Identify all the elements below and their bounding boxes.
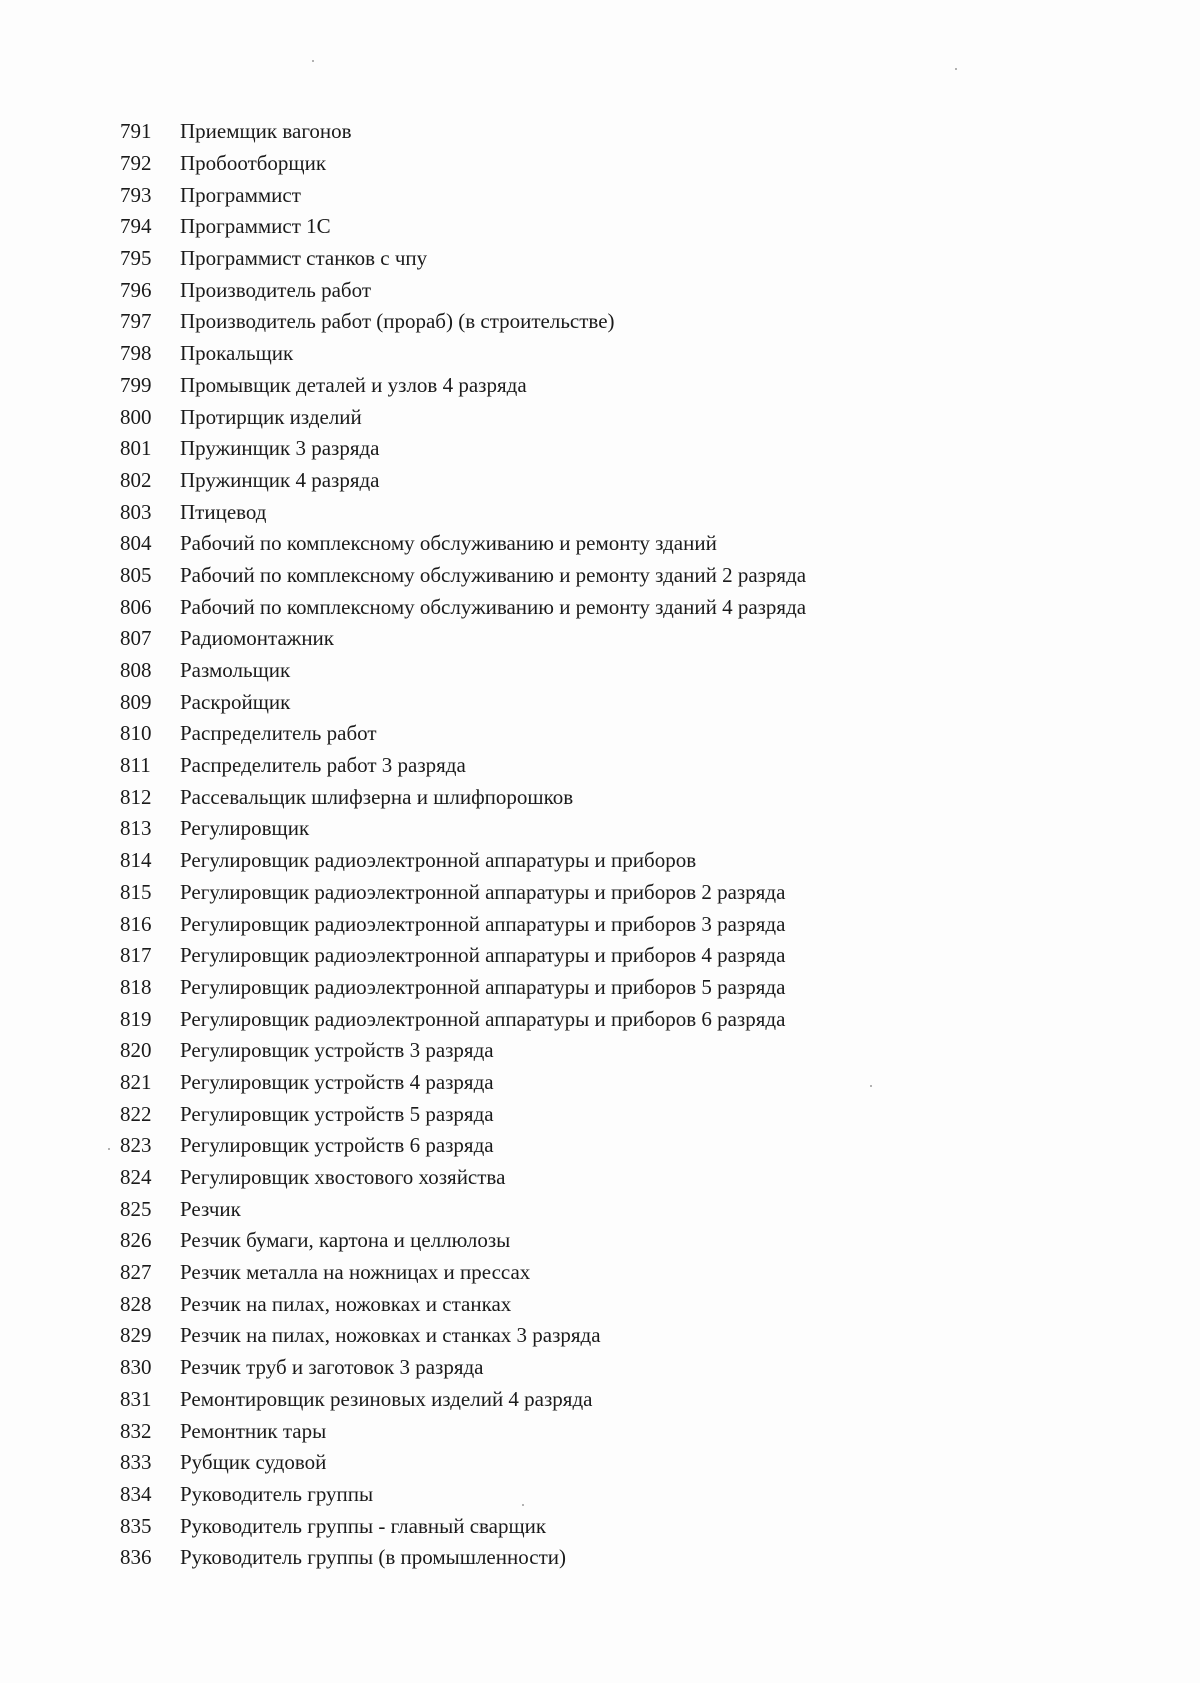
list-item <box>120 1067 806 1099</box>
item-number: 824 <box>120 1165 152 1190</box>
item-title: Программист станков с чпу <box>180 246 428 271</box>
item-number: 835 <box>120 1513 152 1538</box>
list-item <box>120 1162 806 1194</box>
item-number: 827 <box>120 1260 152 1285</box>
item-title: Радиомонтажник <box>180 626 334 651</box>
item-title: Резчик металла на ножницах и прессах <box>180 1260 531 1285</box>
item-title: Регулировщик устройств 3 разряда <box>180 1038 494 1063</box>
item-title: Производитель работ (прораб) (в строительстве) <box>180 309 615 334</box>
list-item <box>120 496 806 528</box>
list-item <box>120 718 806 750</box>
list-item <box>120 940 806 972</box>
item-number: 807 <box>120 626 152 651</box>
list-item <box>120 750 806 782</box>
item-title: Раскройщик <box>180 689 291 714</box>
item-number: 818 <box>120 974 152 999</box>
list-item <box>120 148 806 180</box>
scan-speck <box>312 60 314 62</box>
item-title: Регулировщик устройств 4 разряда <box>180 1069 494 1094</box>
item-number: 826 <box>120 1228 152 1253</box>
item-title: Рабочий по комплексному обслуживанию и ремонту зданий 2 разряда <box>180 562 807 587</box>
item-title: Пружинщик 3 разряда <box>180 436 380 461</box>
item-title: Рубщик судовой <box>180 1450 327 1475</box>
item-title: Резчик <box>180 1196 241 1221</box>
item-number: 833 <box>120 1450 152 1475</box>
list-item <box>120 1415 806 1447</box>
item-title: Резчик на пилах, ножовках и станках <box>180 1291 512 1316</box>
list-item <box>120 1035 806 1067</box>
item-title: Регулировщик радиоэлектронной аппаратуры и приборов 4 разряда <box>180 943 786 968</box>
list-item <box>120 560 806 592</box>
item-number: 814 <box>120 848 152 873</box>
list-item <box>120 465 806 497</box>
list-item <box>120 877 806 909</box>
item-number: 830 <box>120 1355 152 1380</box>
item-title: Производитель работ <box>180 277 371 302</box>
list-item <box>120 274 806 306</box>
list-item <box>120 179 806 211</box>
item-number: 812 <box>120 784 152 809</box>
list-item <box>120 116 806 148</box>
list-item <box>120 528 806 560</box>
item-number: 813 <box>120 816 152 841</box>
item-title: Руководитель группы - главный сварщик <box>180 1513 547 1538</box>
item-title: Промывщик деталей и узлов 4 разряда <box>180 372 527 397</box>
item-title: Регулировщик радиоэлектронной аппаратуры и приборов <box>180 848 697 873</box>
item-title: Пружинщик 4 разряда <box>180 467 380 492</box>
item-number: 811 <box>120 753 151 778</box>
item-number: 796 <box>120 277 152 302</box>
list-item <box>120 1510 806 1542</box>
item-number: 803 <box>120 499 152 524</box>
item-number: 829 <box>120 1323 152 1348</box>
item-title: Размольщик <box>180 658 291 683</box>
list-item <box>120 243 806 275</box>
item-title: Регулировщик устройств 6 разряда <box>180 1133 494 1158</box>
item-title: Протирщик изделий <box>180 404 362 429</box>
item-number: 832 <box>120 1418 152 1443</box>
list-item <box>120 1257 806 1289</box>
item-number: 805 <box>120 562 152 587</box>
item-number: 822 <box>120 1101 152 1126</box>
item-title: Прокальщик <box>180 341 294 366</box>
item-number: 834 <box>120 1481 152 1506</box>
item-number: 809 <box>120 689 152 714</box>
item-number: 806 <box>120 594 152 619</box>
item-title: Регулировщик радиоэлектронной аппаратуры и приборов 6 разряда <box>180 1006 786 1031</box>
item-number: 823 <box>120 1133 152 1158</box>
list-item <box>120 686 806 718</box>
list-item <box>120 655 806 687</box>
list-item <box>120 1288 806 1320</box>
list-item <box>120 1352 806 1384</box>
list-item <box>120 591 806 623</box>
item-title: Рабочий по комплексному обслуживанию и ремонту зданий <box>180 531 717 556</box>
list-item <box>120 306 806 338</box>
list-item <box>120 1130 806 1162</box>
list-item <box>120 1479 806 1511</box>
item-number: 791 <box>120 119 152 144</box>
list-item <box>120 813 806 845</box>
item-number: 801 <box>120 436 152 461</box>
list-item <box>120 1225 806 1257</box>
list-item <box>120 433 806 465</box>
occupation-list <box>120 116 806 1574</box>
item-number: 820 <box>120 1038 152 1063</box>
item-number: 792 <box>120 151 152 176</box>
item-number: 793 <box>120 182 152 207</box>
item-number: 808 <box>120 658 152 683</box>
list-item <box>120 1447 806 1479</box>
item-number: 816 <box>120 911 152 936</box>
item-number: 831 <box>120 1386 152 1411</box>
list-item <box>120 1193 806 1225</box>
item-title: Пробоотборщик <box>180 151 327 176</box>
scan-speck <box>870 1085 872 1087</box>
list-item <box>120 338 806 370</box>
item-title: Распределитель работ <box>180 721 377 746</box>
item-number: 819 <box>120 1006 152 1031</box>
list-item <box>120 845 806 877</box>
item-title: Программист 1С <box>180 214 331 239</box>
item-title: Ремонтировщик резиновых изделий 4 разряда <box>180 1386 593 1411</box>
item-title: Руководитель группы <box>180 1481 374 1506</box>
item-number: 799 <box>120 372 152 397</box>
item-number: 836 <box>120 1545 152 1570</box>
item-number: 810 <box>120 721 152 746</box>
item-number: 797 <box>120 309 152 334</box>
item-title: Регулировщик радиоэлектронной аппаратуры и приборов 5 разряда <box>180 974 786 999</box>
item-number: 794 <box>120 214 152 239</box>
item-title: Резчик бумаги, картона и целлюлозы <box>180 1228 511 1253</box>
list-item <box>120 781 806 813</box>
item-title: Регулировщик <box>180 816 310 841</box>
item-number: 821 <box>120 1069 152 1094</box>
item-title: Ремонтник тары <box>180 1418 327 1443</box>
list-item <box>120 1320 806 1352</box>
item-title: Регулировщик хвостового хозяйства <box>180 1165 506 1190</box>
list-item <box>120 211 806 243</box>
item-title: Рассевальщик шлифзерна и шлифпорошков <box>180 784 574 809</box>
item-number: 817 <box>120 943 152 968</box>
item-number: 804 <box>120 531 152 556</box>
item-title: Регулировщик радиоэлектронной аппаратуры и приборов 3 разряда <box>180 911 786 936</box>
item-title: Руководитель группы (в промышленности) <box>180 1545 566 1570</box>
item-number: 825 <box>120 1196 152 1221</box>
item-title: Резчик на пилах, ножовках и станках 3 разряда <box>180 1323 601 1348</box>
item-number: 828 <box>120 1291 152 1316</box>
item-number: 802 <box>120 467 152 492</box>
item-title: Распределитель работ 3 разряда <box>180 753 466 778</box>
list-item <box>120 623 806 655</box>
item-title: Приемщик вагонов <box>180 119 352 144</box>
list-item <box>120 908 806 940</box>
list-item <box>120 370 806 402</box>
item-title: Резчик труб и заготовок 3 разряда <box>180 1355 484 1380</box>
list-item <box>120 1003 806 1035</box>
item-title: Птицевод <box>180 499 267 524</box>
item-number: 795 <box>120 246 152 271</box>
list-item <box>120 1384 806 1416</box>
item-title: Программист <box>180 182 301 207</box>
item-title: Регулировщик радиоэлектронной аппаратуры и приборов 2 разряда <box>180 879 786 904</box>
list-item <box>120 1542 806 1574</box>
item-title: Регулировщик устройств 5 разряда <box>180 1101 494 1126</box>
scan-speck <box>955 68 957 70</box>
list-item <box>120 1098 806 1130</box>
item-number: 800 <box>120 404 152 429</box>
list-item <box>120 401 806 433</box>
scan-speck <box>108 1148 110 1150</box>
item-title: Рабочий по комплексному обслуживанию и ремонту зданий 4 разряда <box>180 594 807 619</box>
item-number: 798 <box>120 341 152 366</box>
list-item <box>120 972 806 1004</box>
item-number: 815 <box>120 879 152 904</box>
